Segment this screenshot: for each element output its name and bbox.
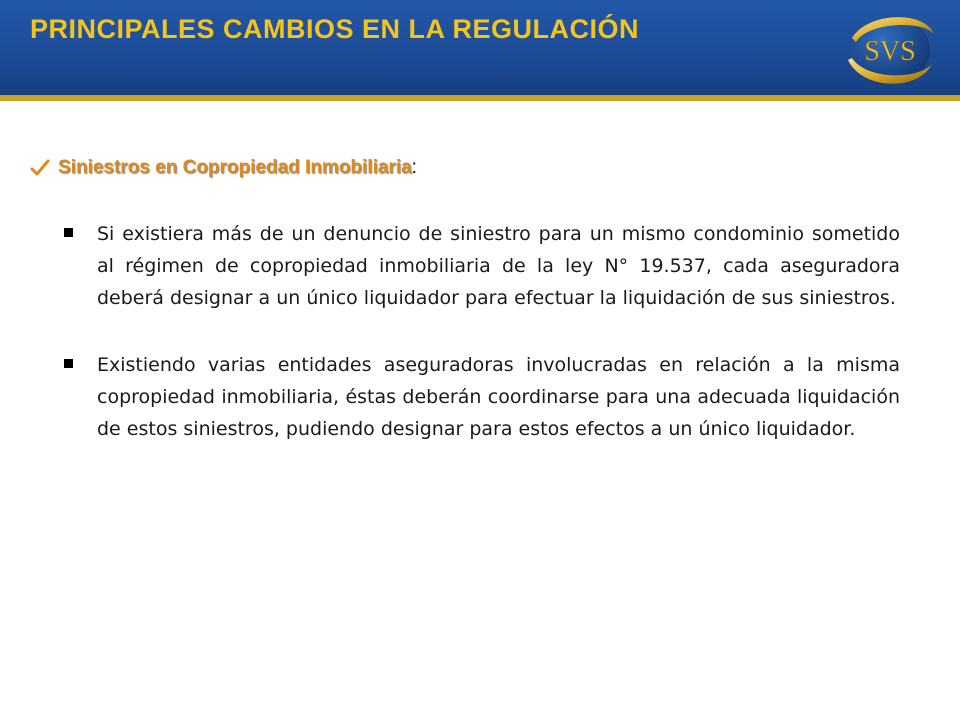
list-item <box>62 349 900 445</box>
list-item-text: Si existiera más de un denuncio de siniestro para un mismo condominio sometido al régimen de copropiedad inmobiliaria de la ley N° 19.537, cada aseguradora deberá designar a un único liquidador para efectuar la liquidación de sus siniestros. <box>97 223 900 309</box>
section-heading <box>30 157 417 179</box>
section-heading-text: Siniestros en Copropiedad Inmobiliaria <box>58 157 412 178</box>
list-item-text: Existiendo varias entidades aseguradoras involucradas en relación a la misma copropiedad inmobiliaria, éstas deberán coordinarse para una adecuada liquidación de estos siniestros, pudiendo designar para estos efectos a un único liquidador. <box>97 354 900 440</box>
checkmark-icon <box>30 158 50 178</box>
bullet-list <box>62 218 900 480</box>
square-bullet-icon <box>64 228 73 237</box>
header-divider <box>0 95 960 101</box>
header-bar <box>0 0 960 95</box>
square-bullet-icon <box>64 359 73 368</box>
svs-logo <box>838 8 942 88</box>
section-heading-colon: : <box>411 157 417 178</box>
list-item <box>62 218 900 314</box>
svg-text:SVS: SVS <box>864 36 916 67</box>
page-title: PRINCIPALES CAMBIOS EN LA REGULACIÓN <box>30 14 640 44</box>
